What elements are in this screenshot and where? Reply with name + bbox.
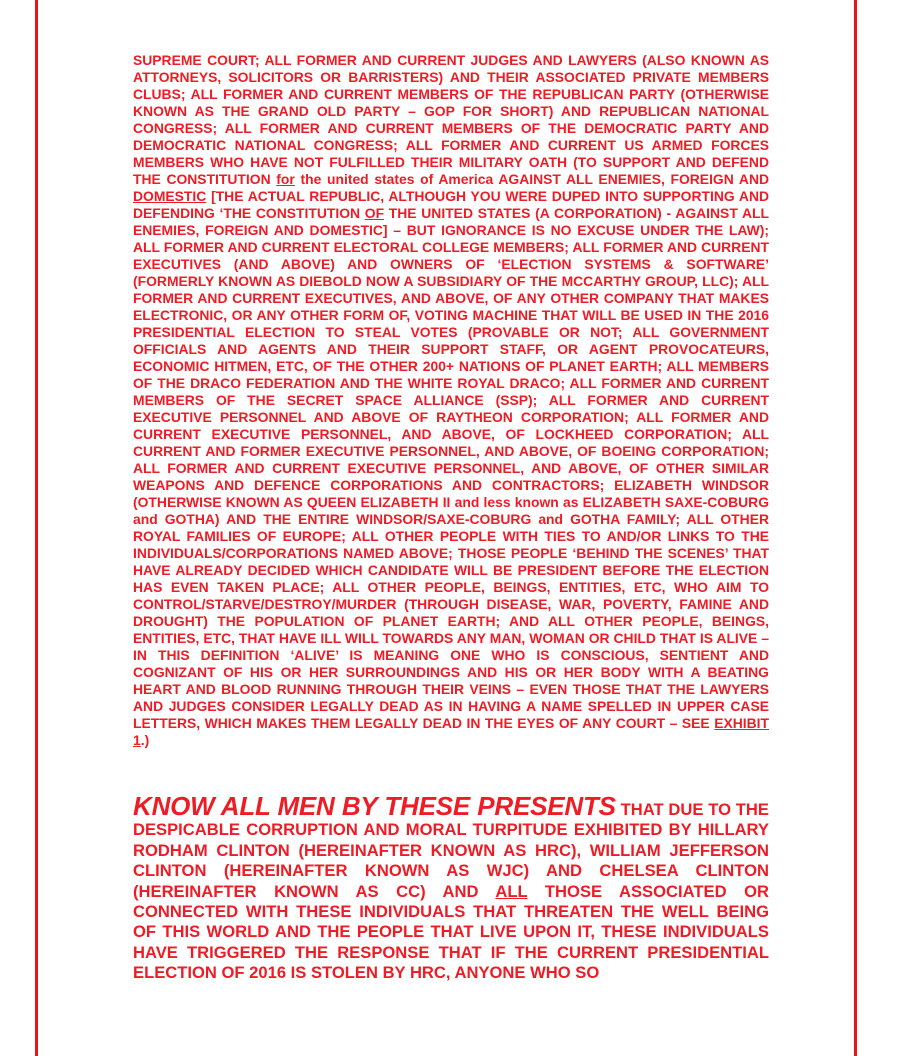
lead-heading: KNOW ALL MEN BY THESE PRESENTS [133,791,616,821]
p1-text-c: [THE ACTUAL REPUBLIC, ALTHOUGH YOU WERE DUPED INTO SUPPORTING AND DEFENDING ‘THE CONSTITUTION [133,188,770,221]
exhibit-reference: EXHIBIT 1 [133,715,770,748]
p2-text-b: THOSE ASSOCIATED OR CONNECTED WITH THESE INDIVIDUALS THAT THREATEN THE WELL BEING OF THIS WORLD AND THE PEOPLE THAT LIVE UPON IT, THESE INDIVIDUALS HAVE TRIGGERED THE RESPONSE THAT IF THE CURRENT PRESIDENTIAL ELECTION OF 2016 IS STOLEN BY HRC, ANYONE WHO SO [133,881,769,983]
body-paragraph-2 [133,791,769,984]
p1-underline-domestic: DOMESTIC [133,188,207,204]
p1-text-d: THE UNITED STATES (A CORPORATION) - AGAINST ALL ENEMIES, FOREIGN AND DOMESTIC] – BUT IGNORANCE IS NO EXCUSE UNDER THE LAW); ALL FORMER AND CURRENT ELECTORAL COLLEGE MEMBERS; ALL FORMER AND CURRENT EXECUTIVES (AND ABOVE) AND OWNERS OF ‘ELECTION SYSTEMS & SOFTWARE’ (FORMERLY KNOWN AS DIEBOLD NOW A SUBSIDIARY OF THE MCCARTHY GROUP, LLC); ALL FORMER AND CURRENT EXECUTIVES, AND ABOVE, OF ANY OTHER COMPANY THAT MAKES ELECTRONIC, OR ANY OTHER FORM OF, VOTING MACHINE THAT WILL BE USED IN THE 2016 PRESIDENTIAL ELECTION TO STEAL VOTES (PROVABLE OR NOT; ALL GOVERNMENT OFFICIALS AND AGENTS AND THEIR SUPPORT STAFF, OR AGENT PROVOCATEURS, ECONOMIC HITMEN, ETC, OF THE OTHER 200+ NATIONS OF PLANET EARTH; ALL MEMBERS OF THE DRACO FEDERATION AND THE WHITE ROYAL DRACO; ALL FORMER AND CURRENT MEMBERS OF THE SECRET SPACE ALLIANCE (SSP); ALL FORMER AND CURRENT EXECUTIVE PERSONNEL AND ABOVE OF RAYTHEON CORPORATION; ALL FORMER AND CURRENT EXECUTIVE PERSONNEL, AND ABOVE, OF LOCKHEED CORPORATION; ALL CURRENT AND FORMER EXECUTIVE PERSONNEL, AND ABOVE, OF BOEING CORPORATION; ALL FORMER AND CURRENT EXECUTIVE PERSONNEL, AND ABOVE, OF OTHER SIMILAR WEAPONS AND DEFENCE CORPORATIONS AND CONTRACTORS; ELIZABETH WINDSOR (OTHERWISE KNOWN AS QUEEN ELIZABETH II and less known as ELIZABETH SAXE-COBURG and GOTHA) AND THE ENTIRE WINDSOR/SAXE-COBURG and GOTHA FAMILY; ALL OTHER ROYAL FAMILIES OF EUROPE; ALL OTHER PEOPLE WITH TIES TO AND/OR LINKS TO THE INDIVIDUALS/CORPORATIONS NAMED ABOVE; THOSE PEOPLE ‘BEHIND THE SCENES’ THAT HAVE ALREADY DECIDED WHICH CANDIDATE WILL BE PRESIDENT BEFORE THE ELECTION HAS EVEN TAKEN PLACE; ALL OTHER PEOPLE, BEINGS, ENTITIES, ETC, WHO AIM TO CONTROL/STARVE/DESTROY/MURDER (THROUGH DISEASE, WAR, POVERTY, FAMINE AND DROUGHT) THE POPULATION OF PLANET EARTH; AND ALL OTHER PEOPLE, BEINGS, ENTITIES, ETC, THAT HAVE ILL WILL TOWARDS ANY MAN, WOMAN OR CHILD THAT IS ALIVE – IN THIS DEFINITION ‘ALIVE’ IS MEANING ONE WHO IS CONSCIOUS, SENTIENT AND COGNIZANT OF HIS OR HER SURROUNDINGS AND HIS OR HER BODY WITH A BEATING HEART AND BLOOD RUNNING THROUGH THEIR VEINS – EVEN THOSE THAT THE LAWYERS AND JUDGES CONSIDER LEGALLY DEAD AS IN HAVING A NAME SPELLED IN UPPER CASE LETTERS, WHICH MAKES THEM LEGALLY DEAD IN THE EYES OF ANY COURT – SEE [133,205,769,731]
p2-underline-all: ALL [495,881,528,901]
p1-underline-of: OF [364,205,385,221]
p1-underline-for: for [276,171,295,187]
p1-text-a: SUPREME COURT; ALL FORMER AND CURRENT JUDGES AND LAWYERS (ALSO KNOWN AS ATTORNEYS, SOLICITORS OR BARRISTERS) AND THEIR ASSOCIATED PRIVATE MEMBERS CLUBS; ALL FORMER AND CURRENT MEMBERS OF THE REPUBLICAN PARTY (OTHERWISE KNOWN AS THE GRAND OLD PARTY – GOP FOR SHORT) AND REPUBLICAN NATIONAL CONGRESS; ALL FORMER AND CURRENT MEMBERS OF THE DEMOCRATIC PARTY AND DEMOCRATIC NATIONAL CONGRESS; ALL FORMER AND CURRENT US ARMED FORCES MEMBERS WHO HAVE NOT FULFILLED THEIR MILITARY OATH (TO SUPPORT AND DEFEND THE CONSTITUTION [133,52,769,187]
body-paragraph-1 [133,52,769,749]
p1-text-e: .) [140,732,150,748]
p1-text-b: the united states of America AGAINST ALL ENEMIES, FOREIGN AND [300,171,770,187]
p2-text-a: THAT DUE TO THE DESPICABLE CORRUPTION AND MORAL TURPITUDE EXHIBITED BY HILLARY RODHAM CLINTON (HEREINAFTER KNOWN AS HRC), WILLIAM JEFFERSON CLINTON (HEREINAFTER KNOWN AS WJC) AND CHELSEA CLINTON (HEREINAFTER KNOWN AS CC) AND [133,800,769,901]
